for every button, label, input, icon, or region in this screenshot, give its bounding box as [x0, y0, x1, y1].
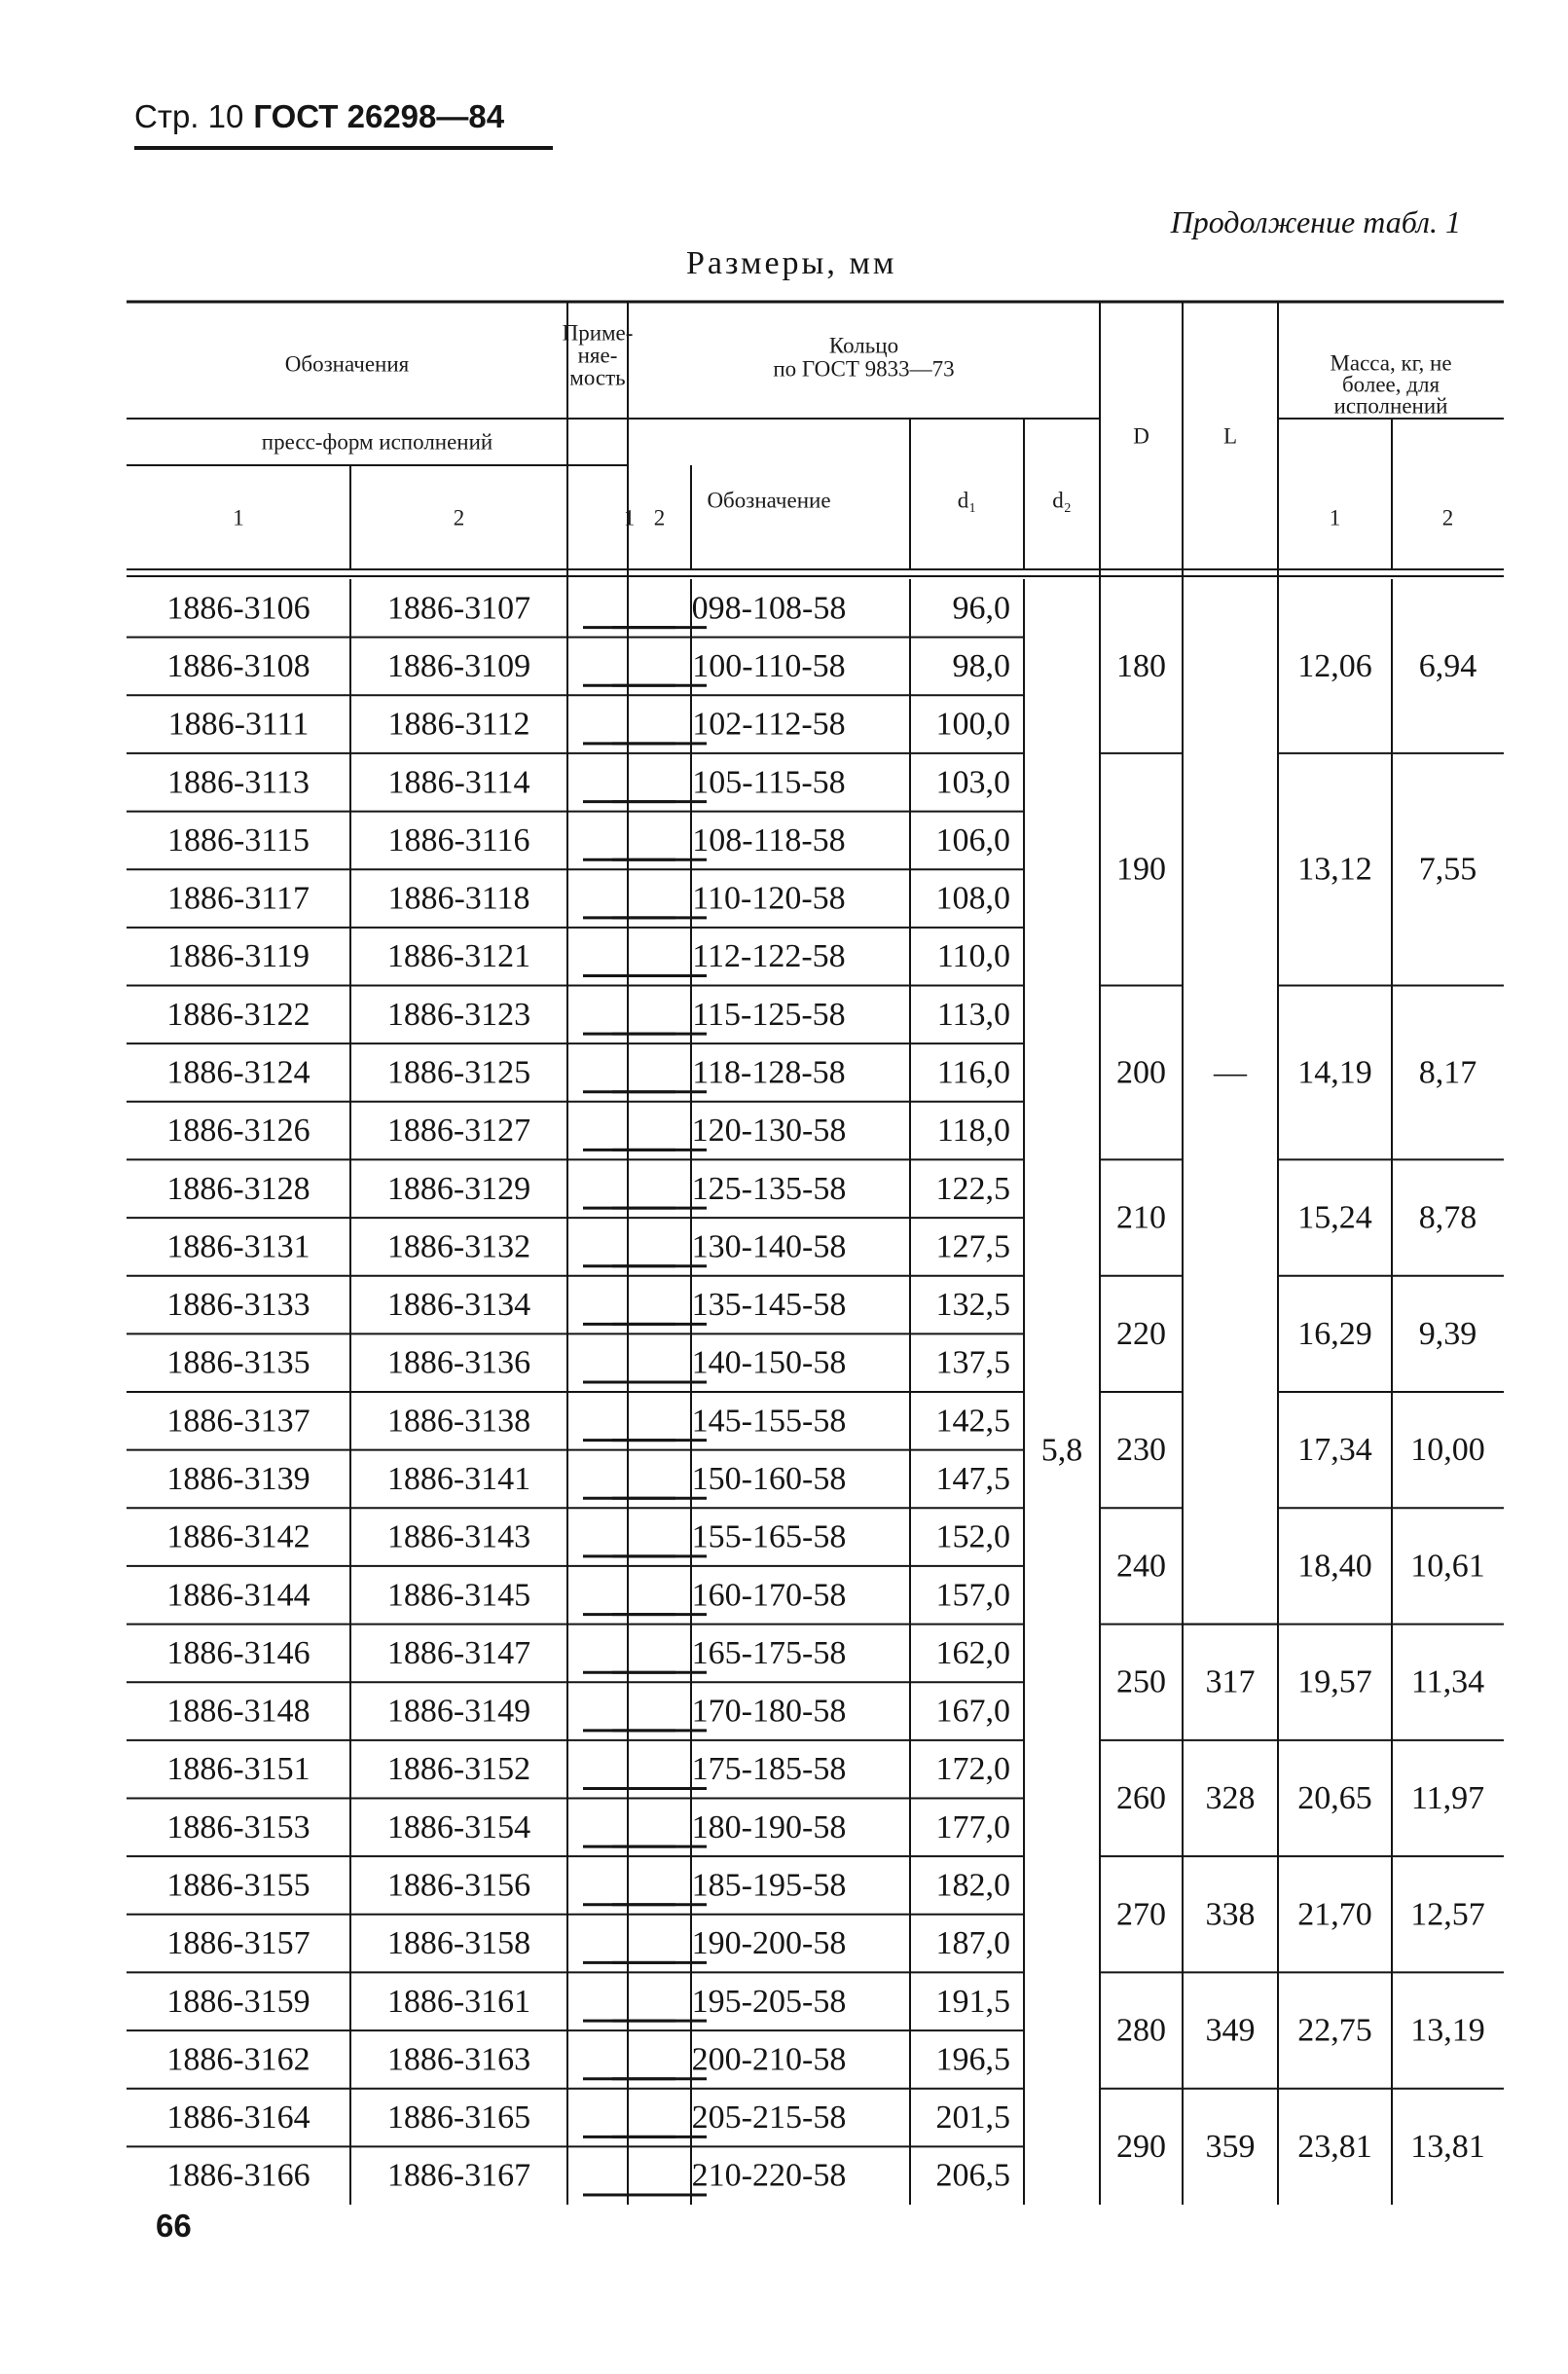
ring-d1: 113,0 [936, 996, 1010, 1033]
ring-designation: 130-140-58 [691, 1228, 847, 1265]
designation-version-1: 1886-3122 [166, 996, 310, 1033]
ring-d1: 167,0 [935, 1693, 1010, 1730]
mass-version-2: 13,81 [1410, 2128, 1485, 2165]
ring-d1: 103,0 [935, 764, 1010, 801]
designation-version-2: 1886-3136 [386, 1344, 531, 1381]
length-L: 338 [1205, 1896, 1256, 1933]
designation-version-1: 1886-3142 [166, 1518, 310, 1555]
designation-version-1: 1886-3155 [166, 1867, 310, 1904]
ring-designation: 210-220-58 [691, 2157, 847, 2194]
designation-version-1: 1886-3113 [166, 764, 310, 801]
ring-designation: 185-195-58 [691, 1867, 847, 1904]
outer-diameter-D: 180 [1116, 647, 1166, 684]
ring-designation: 108-118-58 [692, 822, 846, 858]
ring-designation: 170-180-58 [691, 1693, 847, 1730]
designation-version-2: 1886-3149 [386, 1693, 531, 1730]
outer-diameter-D: 200 [1116, 1054, 1166, 1091]
designation-version-1: 1886-3146 [166, 1634, 310, 1671]
mass-version-2: 11,34 [1410, 1663, 1485, 1700]
header-D: D [1133, 423, 1149, 449]
mass-version-1: 20,65 [1297, 1780, 1372, 1816]
header-d2: d₂ [1052, 488, 1072, 513]
designation-version-1: 1886-3131 [166, 1228, 310, 1265]
ring-designation: 115-125-58 [692, 996, 846, 1033]
ring-d1: 162,0 [935, 1634, 1010, 1671]
header-d1: d₁ [957, 488, 977, 513]
ring-designation: 100-110-58 [692, 647, 846, 684]
designation-version-2: 1886-3112 [387, 706, 530, 743]
header-mass: более, для [1341, 372, 1440, 397]
header-ring: Кольцо [828, 333, 899, 358]
page-number: 66 [156, 2208, 192, 2244]
ring-d1: 116,0 [936, 1054, 1010, 1091]
ring-designation: 190-200-58 [691, 1925, 847, 1962]
designation-version-2: 1886-3132 [386, 1228, 531, 1265]
ring-d1: 187,0 [935, 1925, 1010, 1962]
header-column-number: 2 [653, 505, 666, 530]
length-L-dash: — [1214, 1054, 1247, 1091]
ring-designation: 098-108-58 [691, 590, 847, 627]
ring-d1: 100,0 [935, 706, 1010, 743]
designation-version-2: 1886-3107 [386, 590, 531, 627]
designation-version-1: 1886-3115 [166, 822, 310, 858]
designation-version-1: 1886-3126 [166, 1113, 310, 1150]
mass-version-1: 22,75 [1297, 2012, 1372, 2049]
mass-version-1: 13,12 [1297, 851, 1372, 888]
mass-version-1: 19,57 [1297, 1663, 1372, 1700]
designation-version-1: 1886-3119 [166, 938, 310, 975]
ring-d1: 110,0 [936, 938, 1010, 975]
ring-designation: 102-112-58 [692, 706, 846, 743]
outer-diameter-D: 190 [1116, 851, 1166, 888]
designation-version-1: 1886-3166 [166, 2157, 310, 2194]
ring-designation: 200-210-58 [691, 2041, 847, 2078]
designation-version-1: 1886-3106 [166, 590, 310, 627]
designation-version-1: 1886-3148 [166, 1693, 310, 1730]
mass-version-2: 9,39 [1418, 1315, 1477, 1352]
designation-version-2: 1886-3167 [386, 2157, 531, 2194]
ring-d1: 206,5 [935, 2157, 1010, 2194]
ring-d2: 5,8 [1040, 1432, 1083, 1469]
ring-designation: 140-150-58 [691, 1344, 847, 1381]
designation-version-1: 1886-3157 [166, 1925, 310, 1962]
outer-diameter-D: 220 [1116, 1315, 1166, 1352]
mass-version-1: 23,81 [1297, 2128, 1372, 2165]
outer-diameter-D: 280 [1116, 2012, 1166, 2049]
header-applicability: мость [569, 365, 626, 390]
outer-diameter-D: 230 [1116, 1432, 1166, 1469]
ring-designation: 155-165-58 [691, 1518, 847, 1555]
table-continuation-label: Продолжение табл. 1 [1170, 204, 1461, 239]
ring-designation: 165-175-58 [691, 1634, 847, 1671]
ring-designation: 150-160-58 [691, 1460, 847, 1497]
ring-designation: 120-130-58 [691, 1113, 847, 1150]
ring-designation: 118-128-58 [692, 1054, 846, 1091]
designation-version-2: 1886-3127 [386, 1113, 531, 1150]
ring-designation: 105-115-58 [692, 764, 846, 801]
outer-diameter-D: 260 [1116, 1780, 1166, 1816]
header-ring: по ГОСТ 9833—73 [773, 356, 955, 382]
ring-d1: 147,5 [935, 1460, 1010, 1497]
mass-version-1: 12,06 [1297, 647, 1372, 684]
header-applicability: Приме- [562, 320, 634, 346]
ring-d1: 177,0 [935, 1808, 1010, 1845]
mass-version-1: 17,34 [1297, 1432, 1372, 1469]
ring-d1: 137,5 [935, 1344, 1010, 1381]
mass-version-2: 8,78 [1418, 1199, 1477, 1236]
header-column-number: 1 [623, 505, 636, 530]
designation-version-1: 1886-3153 [166, 1808, 310, 1845]
ring-d1: 122,5 [935, 1170, 1010, 1207]
designation-version-2: 1886-3123 [386, 996, 531, 1033]
designation-version-2: 1886-3141 [386, 1460, 531, 1497]
header-mass: Масса, кг, не [1330, 350, 1452, 376]
designation-version-1: 1886-3144 [166, 1577, 310, 1614]
outer-diameter-D: 250 [1116, 1663, 1166, 1700]
designation-version-2: 1886-3163 [386, 2041, 531, 2078]
designation-version-1: 1886-3159 [166, 1983, 310, 2020]
ring-d1: 172,0 [935, 1751, 1010, 1788]
ring-d1: 182,0 [935, 1867, 1010, 1904]
ring-designation: 125-135-58 [691, 1170, 847, 1207]
designation-version-2: 1886-3138 [386, 1403, 531, 1440]
designation-version-2: 1886-3145 [386, 1577, 531, 1614]
ring-designation: 160-170-58 [691, 1577, 847, 1614]
designation-version-2: 1886-3161 [386, 1983, 531, 2020]
mass-version-1: 15,24 [1297, 1199, 1372, 1236]
ring-designation: 195-205-58 [691, 1983, 847, 2020]
designation-version-1: 1886-3108 [166, 647, 310, 684]
mass-version-2: 11,97 [1410, 1780, 1485, 1816]
designation-version-2: 1886-3158 [386, 1925, 531, 1962]
ring-d1: 152,0 [935, 1518, 1010, 1555]
outer-diameter-D: 290 [1116, 2128, 1166, 2165]
ring-d1: 132,5 [935, 1287, 1010, 1324]
ring-d1: 157,0 [935, 1577, 1010, 1614]
designation-version-2: 1886-3156 [386, 1867, 531, 1904]
designation-version-2: 1886-3152 [386, 1751, 531, 1788]
designation-version-2: 1886-3118 [387, 880, 530, 917]
designation-version-1: 1886-3137 [166, 1403, 310, 1440]
mass-version-2: 7,55 [1418, 851, 1477, 888]
ring-d1: 127,5 [935, 1228, 1010, 1265]
designation-version-2: 1886-3125 [386, 1054, 531, 1091]
ring-designation: 205-215-58 [691, 2100, 847, 2137]
designation-version-2: 1886-3134 [386, 1287, 531, 1324]
ring-designation: 135-145-58 [691, 1287, 847, 1324]
header-L: L [1222, 423, 1238, 449]
ring-designation: 180-190-58 [691, 1808, 847, 1845]
header-column-number: 2 [453, 505, 465, 530]
header-ring-designation: Обозначение [707, 488, 831, 513]
table-units-label: Размеры, мм [686, 245, 897, 281]
designation-version-2: 1886-3114 [387, 764, 530, 801]
mass-version-2: 10,61 [1410, 1548, 1485, 1585]
designation-version-1: 1886-3162 [166, 2041, 310, 2078]
designation-version-2: 1886-3143 [386, 1518, 531, 1555]
designation-version-1: 1886-3151 [166, 1751, 310, 1788]
ring-d1: 196,5 [935, 2041, 1010, 2078]
header-column-number: 1 [233, 505, 244, 530]
designation-version-1: 1886-3111 [167, 706, 310, 743]
designation-version-1: 1886-3128 [166, 1170, 310, 1207]
designation-version-1: 1886-3117 [166, 880, 310, 917]
ring-d1: 142,5 [935, 1403, 1010, 1440]
mass-version-2: 10,00 [1410, 1432, 1485, 1469]
designation-version-2: 1886-3116 [387, 822, 530, 858]
outer-diameter-D: 270 [1116, 1896, 1166, 1933]
designation-version-2: 1886-3129 [386, 1170, 531, 1207]
outer-diameter-D: 240 [1116, 1548, 1166, 1585]
ring-designation: 112-122-58 [692, 938, 846, 975]
ring-d1: 201,5 [935, 2100, 1010, 2137]
page-reference: Стр. 10 [134, 98, 244, 134]
mass-version-2: 6,94 [1418, 647, 1477, 684]
mass-version-2: 12,57 [1410, 1896, 1485, 1933]
mass-version-1: 14,19 [1297, 1054, 1372, 1091]
header-mass: исполнений [1333, 393, 1448, 419]
ring-d1: 118,0 [936, 1113, 1010, 1150]
designation-version-1: 1886-3135 [166, 1344, 310, 1381]
ring-designation: 145-155-58 [691, 1403, 847, 1440]
mass-version-1: 16,29 [1297, 1315, 1372, 1352]
ring-d1: 191,5 [935, 1983, 1010, 2020]
mass-version-1: 18,40 [1297, 1548, 1372, 1585]
designation-version-2: 1886-3147 [386, 1634, 531, 1671]
ring-d1: 96,0 [952, 590, 1010, 627]
designation-version-2: 1886-3121 [386, 938, 531, 975]
designation-version-1: 1886-3124 [166, 1054, 310, 1091]
mass-version-2: 8,17 [1418, 1054, 1477, 1091]
designation-version-2: 1886-3154 [386, 1808, 531, 1845]
length-L: 317 [1205, 1663, 1256, 1700]
designation-version-2: 1886-3165 [386, 2100, 531, 2137]
ring-d1: 106,0 [935, 822, 1010, 858]
length-L: 349 [1205, 2012, 1256, 2049]
mass-version-1: 21,70 [1297, 1896, 1372, 1933]
standard-number: ГОСТ 26298—84 [253, 98, 505, 134]
designation-version-1: 1886-3133 [166, 1287, 310, 1324]
ring-d1: 108,0 [935, 880, 1010, 917]
header-column-number: 1 [1329, 505, 1341, 530]
designation-version-1: 1886-3139 [166, 1460, 310, 1497]
designation-version-2: 1886-3109 [386, 647, 531, 684]
ring-designation: 175-185-58 [691, 1751, 847, 1788]
page-header [134, 93, 553, 150]
header-column-number: 2 [1441, 505, 1454, 530]
mass-version-2: 13,19 [1410, 2012, 1485, 2049]
header-press-forms: пресс-форм исполнений [261, 429, 493, 455]
length-L: 328 [1205, 1780, 1256, 1816]
ring-designation: 110-120-58 [692, 880, 846, 917]
designation-version-1: 1886-3164 [166, 2100, 310, 2137]
ring-d1: 98,0 [952, 647, 1010, 684]
header-applicability: няе- [577, 343, 618, 368]
length-L: 359 [1205, 2128, 1256, 2165]
outer-diameter-D: 210 [1116, 1199, 1166, 1236]
header-designations: Обозначения [284, 351, 410, 377]
